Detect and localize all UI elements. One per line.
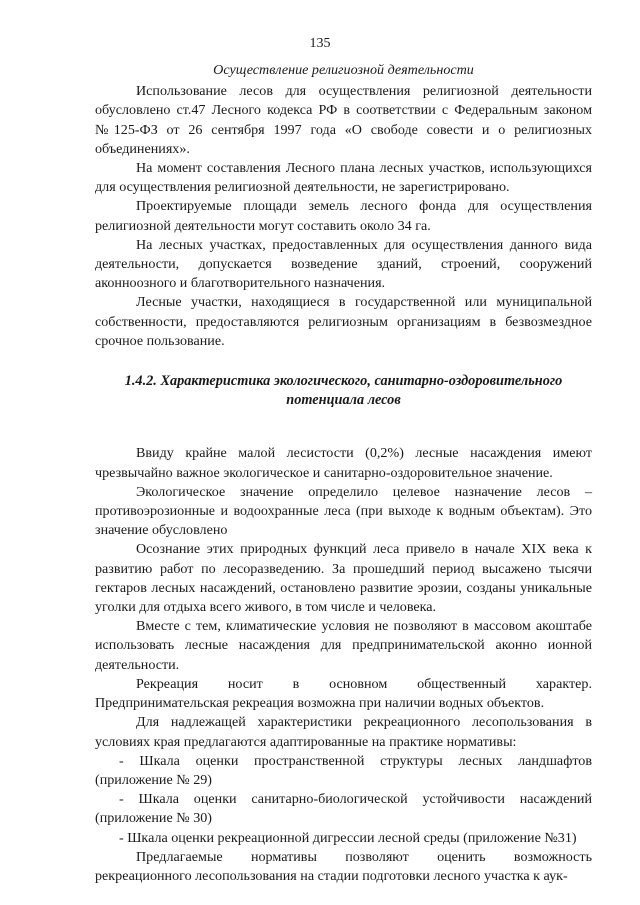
section-heading-line2: потенциала лесов — [286, 392, 401, 409]
paragraph: Для надлежащей характеристики рекреационного лесопользования в условиях края предлагаются адаптированные на практике нормативы: — [95, 714, 592, 750]
paragraph: Использование лесов для осуществления религиозной деятельности обусловлено ст.47 Лесного кодекса РФ в соответствии с Федеральным законом №125-ФЗ от 26 сентября 1997 года «О свободе совести и о религиозных объединениях». — [95, 83, 592, 157]
paragraph: На момент составления Лесного плана лесных участков, использующихся для осуществления религиозной деятельности, не зарегистрировано. — [95, 160, 592, 196]
section-heading-line1: 1.4.2. Характеристика экологического, санитарно-оздоровительного — [124, 373, 563, 390]
paragraph: Предлагаемые нормативы позволяют оценить возможность рекреационного лесопользования на стадии подготовки лесного участка к аук- — [95, 848, 592, 884]
paragraph: Проектируемые площади земель лесного фонда для осуществления религиозной деятельности могут составить около 34 га. — [95, 198, 592, 234]
paragraph: На лесных участках, предоставленных для осуществления данного вида деятельности, допускается возведение зданий, строений, сооружений аконноозного и благотворительного назначения. — [95, 236, 592, 292]
page-number: 135 — [309, 36, 331, 51]
paragraph: Рекреация носит в основном общественный характер. Предпринимательская рекреация возможна при наличии водных объектов. — [95, 675, 592, 712]
paragraph: Ввиду крайне малой лесистости (0,2%) лесные насаждения имеют чрезвычайно важное экологическое и санитарно-оздоровительное значение. — [95, 445, 592, 481]
paragraph: Экологическое значение определило целевое назначение лесов – противоэрозионные и водоохранные леса (при выходе к водным объектам). Это значение обусловлено — [95, 483, 592, 539]
list-item: - Шкала оценки рекреационной дигрессии лесной среды (приложение №31) — [119, 829, 577, 846]
section-heading — [95, 372, 592, 410]
list-item: - Шкала оценки пространственной структуры лесных ландшафтов (приложение № 29) — [95, 752, 592, 788]
paragraph: Осознание этих природных функций леса привело в начале XIX века к развитию работ по лесоразведению. За прошедший период высажено тысячи гектаров лесных насаждений, остановлено развитие эрозии, созданы уникальные уголки для отдыха всего живого, в том числе и человека. — [95, 541, 592, 616]
paragraph: Вместе с тем, климатические условия не позволяют в массовом акоштабе использовать лесные насаждения для предпринимательской аконно ионной деятельности. — [95, 618, 592, 673]
list-item: - Шкала оценки санитарно-биологической устойчивости насаждений (приложение № 30) — [95, 791, 592, 827]
section-title: Осуществление религиозной деятельности — [213, 62, 474, 78]
paragraph: Лесные участки, находящиеся в государственной или муниципальной собственности, предоставляются религиозным организациям в безвозмездное срочное пользование. — [95, 294, 592, 349]
page-body — [95, 61, 592, 886]
